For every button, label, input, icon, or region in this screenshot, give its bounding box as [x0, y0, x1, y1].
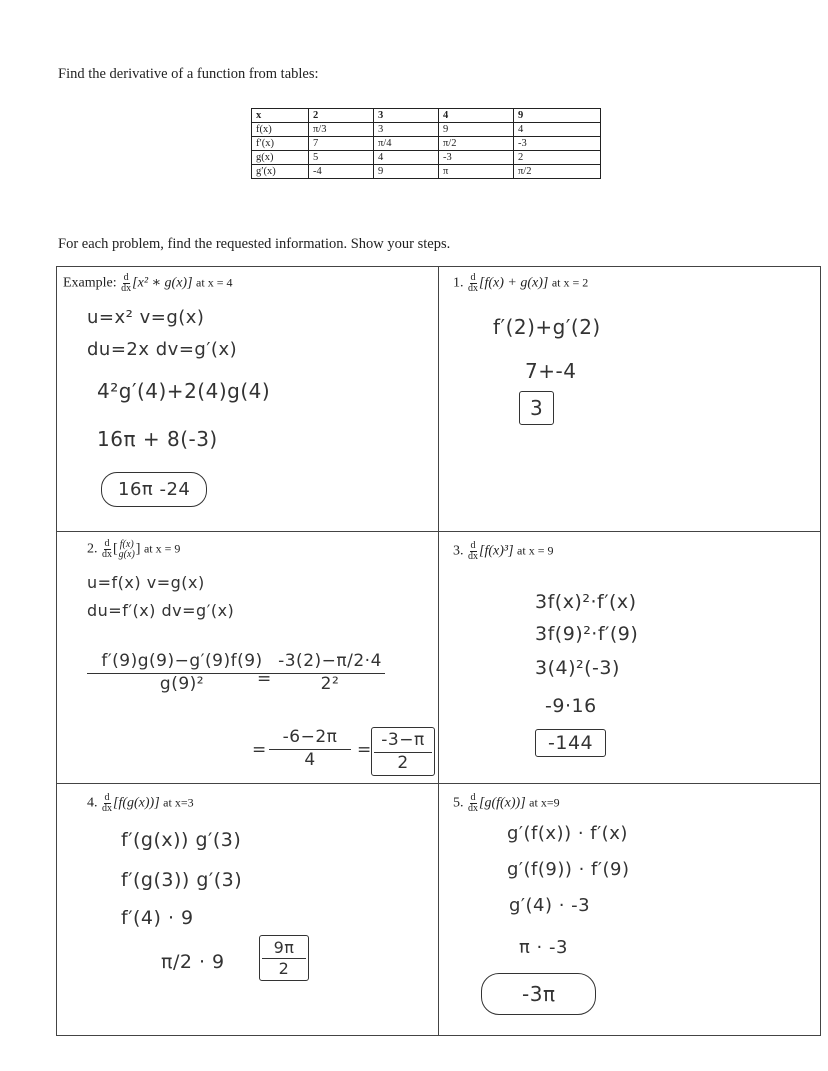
work-line: u=x² v=g(x)	[87, 307, 205, 328]
answer-box: -144	[535, 729, 606, 757]
problem-at: at x=9	[529, 795, 560, 810]
fraction-numerator: -6−2π	[269, 727, 351, 750]
problem-at: at x = 9	[143, 541, 181, 556]
table-cell: 3	[374, 123, 439, 137]
problem-number: 1.	[453, 275, 464, 291]
dx-symbol: dx	[468, 803, 478, 814]
work-line: 16π + 8(-3)	[97, 427, 218, 451]
table-cell: π/4	[374, 137, 439, 151]
example-expression: [x² ∗ g(x)]	[132, 275, 193, 291]
table-cell: 3	[374, 109, 439, 123]
problem-number: 5.	[453, 795, 464, 811]
work-line: g′(f(x)) · f′(x)	[507, 823, 628, 844]
values-table	[251, 108, 601, 179]
example-label: Example:	[63, 275, 117, 291]
dx-symbol: dx	[468, 551, 478, 562]
derivative-operator	[468, 273, 478, 294]
d-symbol: d	[470, 792, 476, 803]
derivative-operator	[468, 793, 478, 814]
grid-divider	[57, 783, 820, 784]
work-line: u=f(x) v=g(x)	[87, 573, 205, 592]
table-cell: 9	[374, 165, 439, 179]
work-line: π · -3	[519, 937, 568, 958]
problem-expression: [f(g(x))]	[113, 795, 160, 811]
problem-1-prompt	[453, 273, 588, 294]
table-row	[252, 151, 601, 165]
fraction-denominator: 2	[278, 959, 290, 978]
problem-expression: [g(f(x))]	[479, 795, 526, 811]
d-symbol: d	[470, 540, 476, 551]
table-cell: π	[439, 165, 514, 179]
equals: =	[257, 669, 272, 689]
answer-box	[259, 935, 309, 981]
work-line: f′(2)+g′(2)	[493, 315, 601, 339]
derivative-operator	[121, 273, 131, 294]
table-cell: -3	[439, 151, 514, 165]
table-row-label: g(x)	[252, 151, 309, 165]
table-cell: 2	[514, 151, 601, 165]
problem-4-prompt	[87, 793, 194, 814]
table-cell: 4	[439, 109, 514, 123]
d-symbol: d	[104, 538, 110, 549]
problem-3-prompt	[453, 541, 553, 562]
dx-symbol: dx	[468, 283, 478, 294]
problem-at: at x=3	[163, 795, 194, 810]
quotient-rule	[87, 651, 277, 694]
work-line: du=f′(x) dv=g′(x)	[87, 601, 235, 620]
equals: =	[252, 740, 267, 760]
answer-box: 3	[519, 391, 554, 425]
table-cell: 4	[374, 151, 439, 165]
table-cell: π/3	[309, 123, 374, 137]
work-line: 7+-4	[525, 359, 577, 383]
d-symbol: d	[470, 272, 476, 283]
derivative-operator	[468, 541, 478, 562]
work-line: f′(4) · 9	[121, 907, 194, 929]
fraction-denominator: 4	[304, 750, 316, 770]
simplified	[269, 727, 351, 770]
problem-5-prompt	[453, 793, 560, 814]
work-line: g′(4) · -3	[509, 895, 591, 916]
fraction-numerator: -3−π	[374, 730, 432, 753]
problem-expression: [f(x)³]	[479, 543, 514, 559]
fraction-numerator: -3(2)−π/2·4	[275, 651, 385, 674]
answer-box	[371, 727, 435, 776]
fraction-denominator: 2	[397, 753, 409, 773]
table-row-label: x	[252, 109, 309, 123]
table-row	[252, 109, 601, 123]
table-row-label: g′(x)	[252, 165, 309, 179]
problem-at: at x = 2	[551, 275, 589, 290]
table-cell: 5	[309, 151, 374, 165]
table-cell: 9	[514, 109, 601, 123]
substitution	[275, 651, 385, 694]
denominator: g(x)	[118, 548, 135, 560]
table-cell: 7	[309, 137, 374, 151]
work-line: 3f(9)²·f′(9)	[535, 623, 639, 645]
fraction-denominator: 2²	[320, 674, 340, 694]
problem-number: 2.	[87, 541, 98, 557]
work-line: f′(g(x)) g′(3)	[121, 829, 242, 851]
table-row-label: f(x)	[252, 123, 309, 137]
problem-number: 4.	[87, 795, 98, 811]
problem-number: 3.	[453, 543, 464, 559]
grid-divider	[57, 531, 820, 532]
problem-2-prompt: 2. $\frac{d}{dx}$ [ f(x) g(x) ] at x = 9	[87, 538, 181, 560]
work-line: du=2x dv=g′(x)	[87, 339, 238, 360]
table-cell: -4	[309, 165, 374, 179]
answer-box: 16π -24	[101, 472, 207, 507]
table-cell: 2	[309, 109, 374, 123]
fraction-numerator: 9π	[262, 938, 306, 959]
table-cell: π/2	[514, 165, 601, 179]
problem-expression: [f(x) + g(x)]	[479, 275, 549, 291]
numerator: f(x)	[119, 538, 134, 550]
work-line: 3(4)²(-3)	[535, 657, 620, 679]
table-row	[252, 165, 601, 179]
work-line: 4²g′(4)+2(4)g(4)	[97, 379, 271, 403]
d-symbol: d	[123, 272, 129, 283]
work-line: -9·16	[545, 695, 597, 717]
work-line: f′(g(3)) g′(3)	[121, 869, 243, 891]
table-row	[252, 137, 601, 151]
table-cell: π/2	[439, 137, 514, 151]
problem-grid	[56, 266, 821, 1036]
dx-symbol: dx	[102, 549, 112, 560]
example-at: at x = 4	[196, 275, 233, 290]
fraction-denominator: g(9)²	[159, 674, 205, 694]
table-row-label: f′(x)	[252, 137, 309, 151]
table-cell: -3	[514, 137, 601, 151]
d-symbol: d	[104, 792, 110, 803]
answer-box: -3π	[481, 973, 596, 1015]
example-prompt	[63, 273, 232, 294]
dx-symbol: dx	[102, 803, 112, 814]
dx-symbol: dx	[121, 283, 132, 294]
derivative-operator	[102, 793, 112, 814]
equals: =	[357, 740, 372, 760]
grid-divider	[438, 267, 439, 1035]
fraction-numerator: f′(9)g(9)−g′(9)f(9)	[87, 651, 277, 674]
table-cell: 4	[514, 123, 601, 137]
problem-at: at x = 9	[517, 543, 554, 558]
table-row	[252, 123, 601, 137]
derivative-operator	[102, 539, 112, 560]
instructions: For each problem, find the requested information. Show your steps.	[58, 236, 451, 252]
page-title: Find the derivative of a function from tables:	[58, 66, 319, 82]
work-line: 3f(x)²·f′(x)	[535, 591, 637, 613]
work-line: g′(f(9)) · f′(9)	[507, 859, 630, 880]
table-cell: 9	[439, 123, 514, 137]
work-line: π/2 · 9	[161, 951, 225, 973]
quotient-expression	[119, 540, 135, 560]
